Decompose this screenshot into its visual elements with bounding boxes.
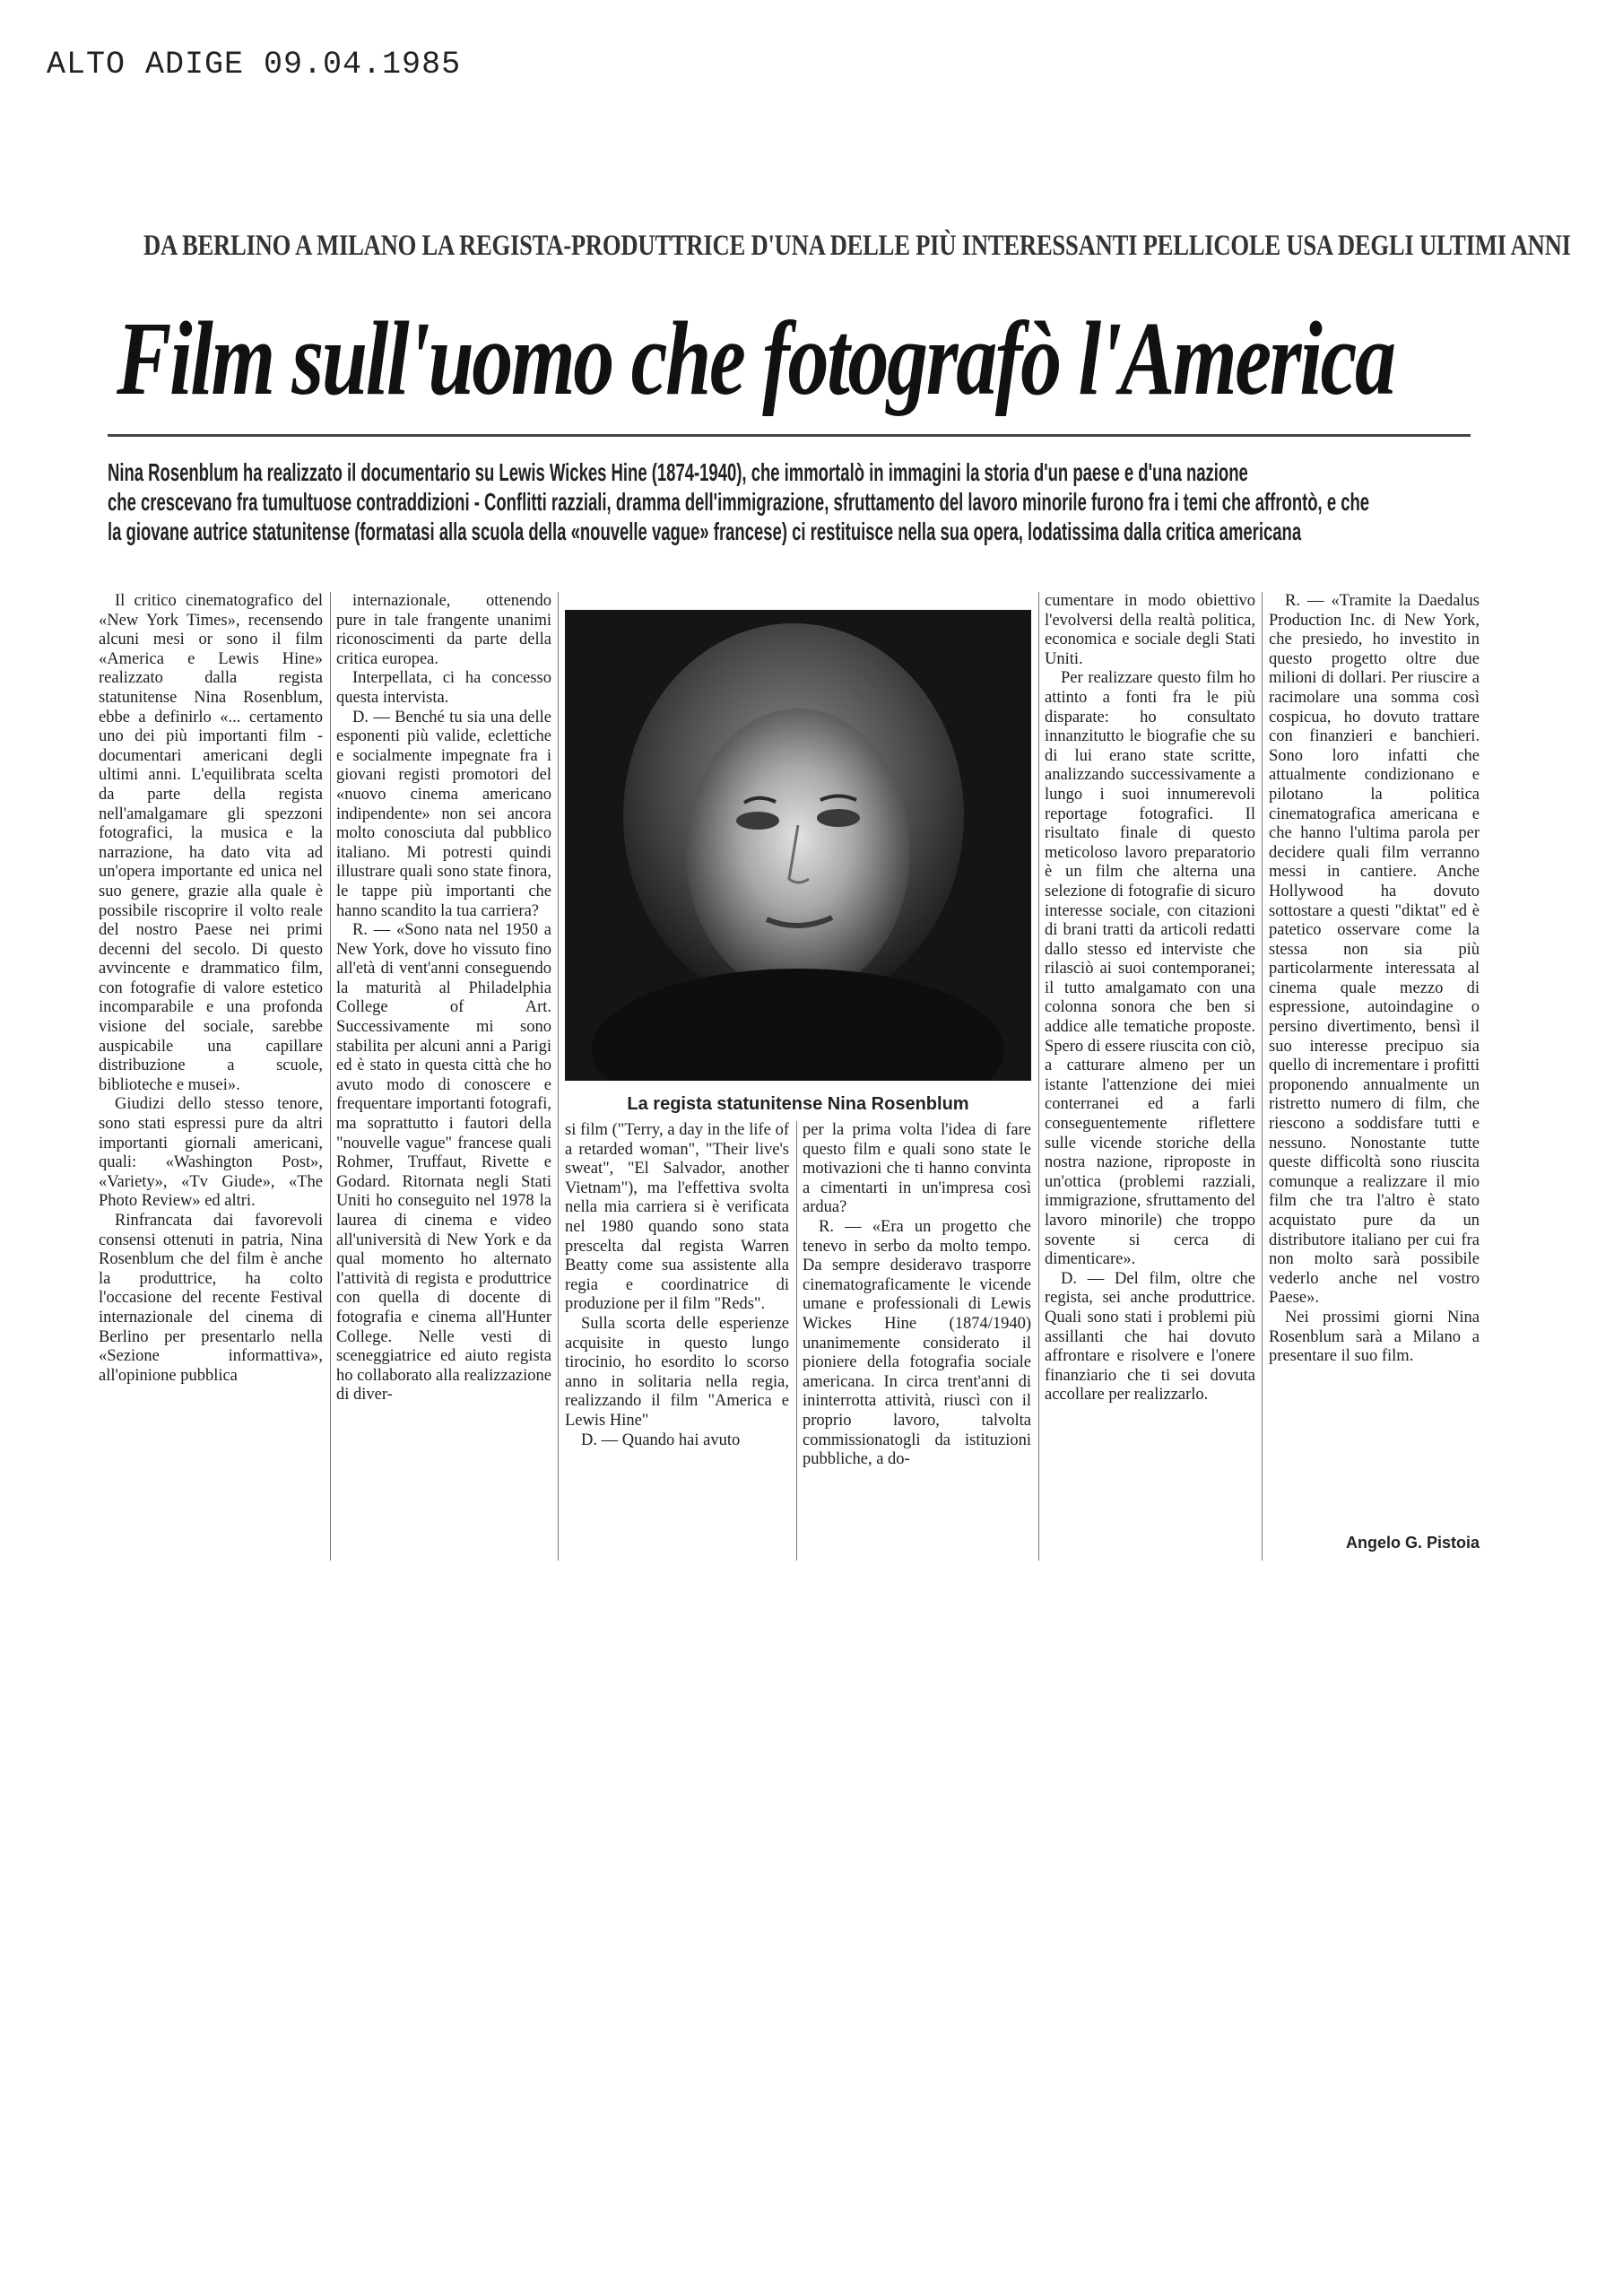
article-column-6 <box>1269 592 1480 1529</box>
deck-line: Nina Rosenblum ha realizzato il documentario su Lewis Wickes Hine (1874-1940), che immortalò in immagini la storia d'un paese e d'una nazione <box>108 458 1248 486</box>
portrait-photo-graphic <box>565 610 1031 1081</box>
column-rule <box>796 1121 797 1561</box>
column-rule <box>558 592 559 1561</box>
portrait-photo <box>565 610 1031 1081</box>
article-column-2 <box>336 592 551 1570</box>
column-rule <box>330 592 331 1561</box>
article-paragraph: Per realizzare questo film ho attinto a fonti fra le più disparate: ho consultato innanzitutto le biografie che su di lui erano state scritte, analizzando successivamente a lungo i suoi innumerevoli reportage fotografici. Il risultato finale di questo meticoloso lavoro preparatorio è un film che alterna una selezione di fotografie di sicuro interesse sociale, con citazioni di brani tratti da articoli redatti dallo stesso ed interviste che rilasciò ai suoi contemporanei; il tutto amalgamato con una colonna sonora che ben si addice alle tematiche proposte. Spero di essere riuscita con ciò, a catturare almeno per un istante l'attenzione dei miei conterranei ed a farli conseguentemente riflettere sulle vicende storiche della nostra nazione, riproposte in un'ottica (problemi razziali, immigrazione, sfruttamento del lavoro minorile) che troppo sovente si cerca di dimenticare». <box>1045 669 1255 1269</box>
column-rule <box>1038 592 1039 1561</box>
article-paragraph: Il critico cinematografico del «New York Times», recensendo alcuni mesi or sono il film «America e Lewis Hine» realizzato dalla regista statunitense Nina Rosenblum, ebbe a definirlo «... certamento uno dei più importanti film - documentari americani degli ultimi anni. L'equilibrata scelta da parte della regista nell'amalgamare gli spezzoni fotografici, la musica e la narrazione, ha dato vita ad un'opera importante ed unica nel suo genere, grazie alla quale è possibile riscoprire il volto reale del nostro Paese nei primi decenni del secolo. Di questo avvincente e drammatico film, con fotografie di valore estetico incomparabile e una profonda visione del sociale, sarebbe auspicabile una capillare distribuzione a scuole, biblioteche e musei». <box>99 592 323 1094</box>
article-paragraph: D. — Quando hai avuto <box>581 1431 741 1449</box>
article-paragraph: D. — Del film, oltre che regista, sei anche produttrice. Quali sono stati i problemi più assillanti che hai dovuto affrontare e risolvere e l'onere finanziario che ti sei dovuta accollare per realizzarlo. <box>1045 1269 1255 1405</box>
article-paragraph: Rinfrancata dai favorevoli consensi ottenuti in patria, Nina Rosenblum che del film è anche la produttrice, ha colto l'occasione del recente Festival internazionale del cinema di Berlino per presentarlo nella «Sezione informattiva», all'opinione pubblica <box>99 1212 323 1385</box>
article-column-4 <box>803 1121 1031 1570</box>
article-paragraph: Interpellata, ci ha concesso questa intervista. <box>336 669 551 707</box>
deck-line: la giovane autrice statunitense (formatasi alla scuola della «nouvelle vague» francese) ci restituisce nella sua opera, lodatissima dalla critica americana <box>108 517 1302 545</box>
photo-caption: La regista statunitense Nina Rosenblum <box>627 1094 969 1114</box>
article-paragraph: internazionale, ottenendo pure in tale frangente unanimi riconoscimenti da parte della critica europea. <box>336 592 551 668</box>
column-rule <box>1262 592 1263 1561</box>
article-paragraph: R. — «Era un progetto che tenevo in serbo da molto tempo. Da sempre desideravo trasporre cinematograficamente le vicende umane e professionali di Lewis Wickes Hine (1874/1940) unanimemente considerato il pioniere della fotografia sociale americana. In circa trent'anni di ininterrotta attività, riuscì con il proprio lavoro, talvolta commissionatogli da istituzioni pubbliche, a do- <box>803 1217 1031 1469</box>
article-paragraph: Giudizi dello stesso tenore, sono stati espressi pure da altri importanti giornali americani, quali: «Washington Post», «Variety», «Tv Giude», «The Photo Review» ed altri. <box>99 1095 323 1211</box>
archive-date-stamp: ALTO ADIGE 09.04.1985 <box>47 47 462 83</box>
byline: Angelo G. Pistoia <box>1345 1534 1480 1552</box>
article-paragraph: Sulla scorta delle esperienze acquisite in questo lungo tirocinio, ho esordito lo scorso anno in solitaria nella regia, realizzando il film "America e Lewis Hine" <box>565 1314 789 1430</box>
article-paragraph: D. — Benché tu sia una delle esponenti più valide, eclettiche e socialmente impegnate fra i giovani registi promotori del «nuovo cinema americano indipendente» non sei ancora molto conosciuta dal pubblico italiano. Mi potresti quindi illustrare quali sono state finora, le tappe più importanti che hanno scandito la tua carriera? <box>336 708 551 920</box>
newspaper-clipping <box>99 215 1571 1561</box>
article-paragraph: R. — «Tramite la Daedalus Production Inc. di New York, che presiedo, ho investito in questo progetto oltre due milioni di dollari. Per riuscire a racimolare una somma così cospicua, ho dovuto trattare con finanzieri e banchieri. Sono loro infatti che attualmente condizionano e pilotano la politica cinematografica americana e che hanno l'ultima parola per decidere quali film verranno messi in cantiere. Anche Hollywood ha dovuto sottostare a questi "diktat" ed è patetico osservare come la stessa non sia più particolarmente interessata al cinema quale mezzo di espressione, autoindagine o persino divertimento, bensì il suo interesse precipuo sia quello di incrementare i profitti proponendo annualmente un ristretto numero di film, che riescono a soddisfare tutti e nessuno. Nonostante tutte queste difficoltà sono riuscita comunque a realizzare il mio film che tra l'altro è stato acquistato pure da un distributore italiano per cui fra non molto sarà possibile vederlo anche nel vostro Paese». <box>1269 592 1480 1308</box>
deck-line: che crescevano fra tumultuose contraddizioni - Conflitti razziali, dramma dell'immigrazione, sfruttamento del lavoro minorile furono fra i temi che affrontò, e che <box>108 488 1370 516</box>
article-paragraph: R. — «Sono nata nel 1950 a New York, dove ho vissuto fino all'età di vent'anni conseguendo la maturità al Philadelphia College of Art. Successivamente mi sono stabilita per alcuni anni a Parigi ed è stato in questa città che ho avuto modo di conoscere e frequentare importanti fotografi, ma soprattutto i fautori della "nouvelle vague" francese quali Rohmer, Truffaut, Rivette e Godard. Ritornata negli Stati Uniti ho conseguito nel 1978 la laurea di cinema e video all'università di New York e da qual momento ho alternato l'attività di regista e produttrice con quella di docente di fotografia e cinema all'Hunter College. Nelle vesti di sceneggiatrice ed aiuto regista ho collaborato alla realizzazione di diver- <box>336 921 551 1405</box>
article-column-1 <box>99 592 323 1570</box>
article-paragraph: si film ("Terry, a day in the life of a retarded woman", "Their live's sweat", "El Salvador, another Vietnam"), ma l'effettiva svolta nella mia carriera si è verificata nel 1980 quando sono stata prescelta dal regista Warren Beatty come sua assistente alla regia e coordinatrice di produzione per il film "Reds". <box>565 1121 789 1314</box>
headline-rule <box>108 434 1471 437</box>
article-paragraph: Nei prossimi giorni Nina Rosenblum sarà a Milano a presentare il suo film. <box>1269 1308 1480 1366</box>
article-column-3 <box>565 1121 789 1570</box>
article-paragraph: per la prima volta l'idea di fare questo film e quali sono state le motivazioni che ti hanno convinta a cimentarti in un'impresa così ardua? <box>803 1121 1031 1217</box>
deck <box>108 457 1471 546</box>
kicker: DA BERLINO A MILANO LA REGISTA-PRODUTTRICE D'UNA DELLE PIÙ INTERESSANTI PELLICOLE USA DEGLI ULTIMI ANNI <box>143 230 1571 262</box>
headline: Film sull'uomo che fotografò l'America <box>117 300 1394 417</box>
article-paragraph: cumentare in modo obiettivo l'evolversi della realtà politica, economica e sociale degli Stati Uniti. <box>1045 592 1255 668</box>
article-column-5 <box>1045 592 1255 1570</box>
